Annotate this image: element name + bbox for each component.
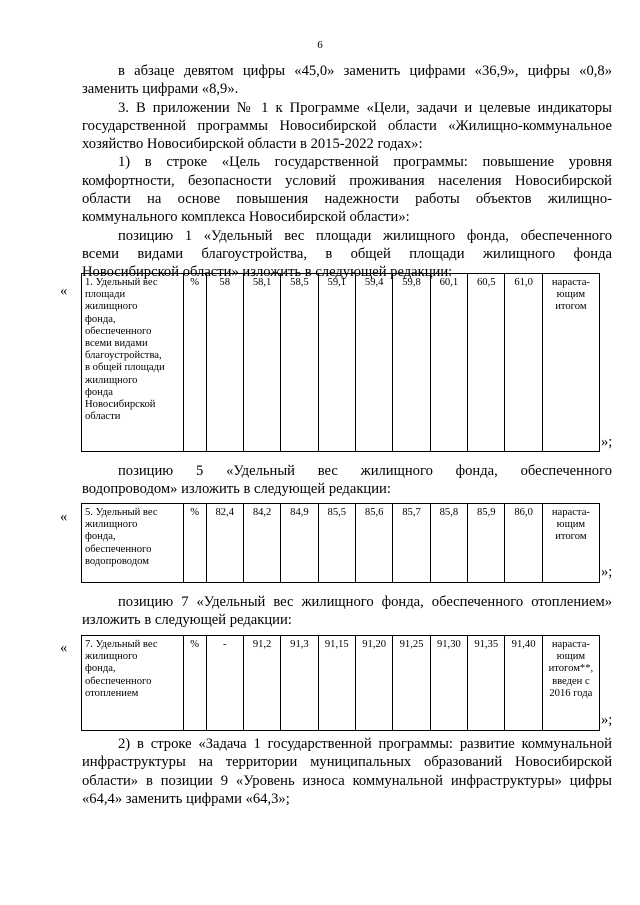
cell-line: всеми видами <box>85 338 148 350</box>
value-cell: 60,1 <box>430 274 467 452</box>
open-quote: « <box>60 509 68 525</box>
table-row <box>82 504 600 583</box>
value-cell: 91,15 <box>318 636 355 731</box>
cell-line: обеспеченного <box>85 543 152 555</box>
cell-line: жилищного <box>85 519 138 531</box>
indicator-table-3 <box>81 635 600 731</box>
value-cell: 85,9 <box>468 504 505 583</box>
cell-line: области <box>85 411 121 423</box>
cell-line: нараста- <box>551 507 590 518</box>
value-cell: 91,2 <box>243 636 280 731</box>
text-line: инфраструктуры на территории муниципальных образований Новосибирской <box>82 754 612 771</box>
indicator-table-2 <box>81 503 600 583</box>
text-line: позицию 5 «Удельный вес жилищного фонда, обеспеченного <box>118 463 612 479</box>
text-line: области на основе повышения надежности работы объектов жилищно- <box>82 191 612 208</box>
text-line: хозяйство Новосибирской области в 2015-2022 годах»: <box>82 136 423 153</box>
unit-cell: % <box>183 636 206 731</box>
value-cell: 82,4 <box>206 504 243 583</box>
value-cell: 60,5 <box>468 274 505 452</box>
table-row <box>82 636 600 731</box>
text-line: позицию 7 «Удельный вес жилищного фонда, обеспеченного отоплением» <box>118 594 612 610</box>
table-row <box>82 274 600 452</box>
indicator-table-1 <box>81 273 600 452</box>
cell-line: нараста- <box>551 639 590 650</box>
note-cell <box>542 274 599 452</box>
value-cell: 91,30 <box>430 636 467 731</box>
text-line: комфортности, безопасности условий проживания населения Новосибирской <box>82 172 612 189</box>
cell-line: фонда, <box>85 313 116 325</box>
note-cell <box>542 636 599 731</box>
text-line: позицию 1 «Удельный вес площади жилищного фонда, обеспеченного <box>118 227 612 244</box>
value-cell: 58 <box>206 274 243 452</box>
cell-line: обеспеченного <box>85 325 152 337</box>
cell-line: площади <box>85 289 126 301</box>
value-cell: 91,25 <box>393 636 430 731</box>
text-line: области» в позиции 9 «Уровень износа коммунальной инфраструктуры» цифры <box>82 772 612 789</box>
cell-line: итогом**, <box>548 663 594 675</box>
open-quote: « <box>60 283 68 299</box>
value-cell: 84,2 <box>243 504 280 583</box>
text-line: 2) в строке «Задача 1 государственной программы: развитие коммунальной <box>118 736 612 752</box>
text-line: изложить в следующей редакции: <box>82 612 292 629</box>
value-cell: 85,8 <box>430 504 467 583</box>
cell-line: нараста- <box>551 277 590 288</box>
value-cell: 84,9 <box>281 504 318 583</box>
cell-line: отоплением <box>85 687 139 699</box>
indicator-name-cell <box>82 636 184 731</box>
unit-cell: % <box>183 504 206 583</box>
value-cell: 59,8 <box>393 274 430 452</box>
text-line: в абзаце девятом цифры «45,0» заменить цифрами «36,9», цифры «0,8» <box>118 63 612 79</box>
indicator-name-cell <box>82 504 184 583</box>
cell-line: жилищного <box>85 301 138 313</box>
value-cell: 91,20 <box>355 636 392 731</box>
cell-line: ющим <box>556 519 586 531</box>
cell-line: фонда <box>85 386 113 398</box>
cell-line: итогом <box>555 301 587 313</box>
value-cell: 85,5 <box>318 504 355 583</box>
cell-line: 5. Удельный вес <box>85 507 158 518</box>
value-cell: 61,0 <box>505 274 542 452</box>
text-line: заменить цифрами «8,9». <box>82 81 239 98</box>
value-cell: 91,40 <box>505 636 542 731</box>
cell-line: 2016 года <box>549 687 593 699</box>
note-cell <box>542 504 599 583</box>
cell-line: 7. Удельный вес <box>85 639 158 650</box>
cell-line: в общей площади <box>85 362 165 374</box>
close-quote: »; <box>601 434 613 450</box>
text-line: водопроводом» изложить в следующей редакции: <box>82 481 391 498</box>
cell-line: ющим <box>556 289 586 301</box>
text-line: коммунального комплекса Новосибирской области»: <box>82 209 410 226</box>
value-cell: 85,6 <box>355 504 392 583</box>
value-cell: 91,3 <box>281 636 318 731</box>
text-line: всеми видами благоустройства, в общей площади жилищного фонда <box>82 245 612 262</box>
value-cell: 59,4 <box>355 274 392 452</box>
open-quote: « <box>60 640 68 656</box>
position7-text <box>82 593 612 630</box>
text-line: 1) в строке «Цель государственной программы: повышение уровня <box>118 154 612 171</box>
cell-line: ющим <box>556 651 586 663</box>
final-text <box>82 735 612 808</box>
cell-line: 1. Удельный вес <box>85 277 158 288</box>
cell-line: итогом <box>555 531 587 543</box>
cell-line: жилищного <box>85 651 138 663</box>
value-cell: 91,35 <box>468 636 505 731</box>
unit-cell: % <box>183 274 206 452</box>
intro-text <box>82 62 612 282</box>
value-cell: 59,1 <box>318 274 355 452</box>
indicator-name-cell <box>82 274 184 452</box>
value-cell: 86,0 <box>505 504 542 583</box>
text-line: государственной программы Новосибирской области «Жилищно-коммунальное <box>82 117 612 134</box>
cell-line: фонда, <box>85 663 116 675</box>
cell-line: введен с <box>552 675 590 687</box>
cell-line: фонда, <box>85 531 116 543</box>
value-cell: 58,5 <box>281 274 318 452</box>
text-line: «64,4» заменить цифрами «64,3»; <box>82 790 290 807</box>
text-line: Новосибирской области» изложить в следующей редакции: <box>82 264 453 281</box>
page-number: 6 <box>317 39 323 51</box>
close-quote: »; <box>601 712 613 728</box>
text-line: 3. В приложении № 1 к Программе «Цели, задачи и целевые индикаторы <box>118 99 612 116</box>
cell-line: благоустройства, <box>85 350 162 362</box>
cell-line: жилищного <box>85 374 138 386</box>
position5-text <box>82 462 612 499</box>
value-cell: - <box>206 636 243 731</box>
value-cell: 58,1 <box>243 274 280 452</box>
cell-line: водопроводом <box>85 555 149 567</box>
cell-line: обеспеченного <box>85 675 152 687</box>
cell-line: Новосибирской <box>85 399 156 411</box>
close-quote: »; <box>601 564 613 580</box>
value-cell: 85,7 <box>393 504 430 583</box>
